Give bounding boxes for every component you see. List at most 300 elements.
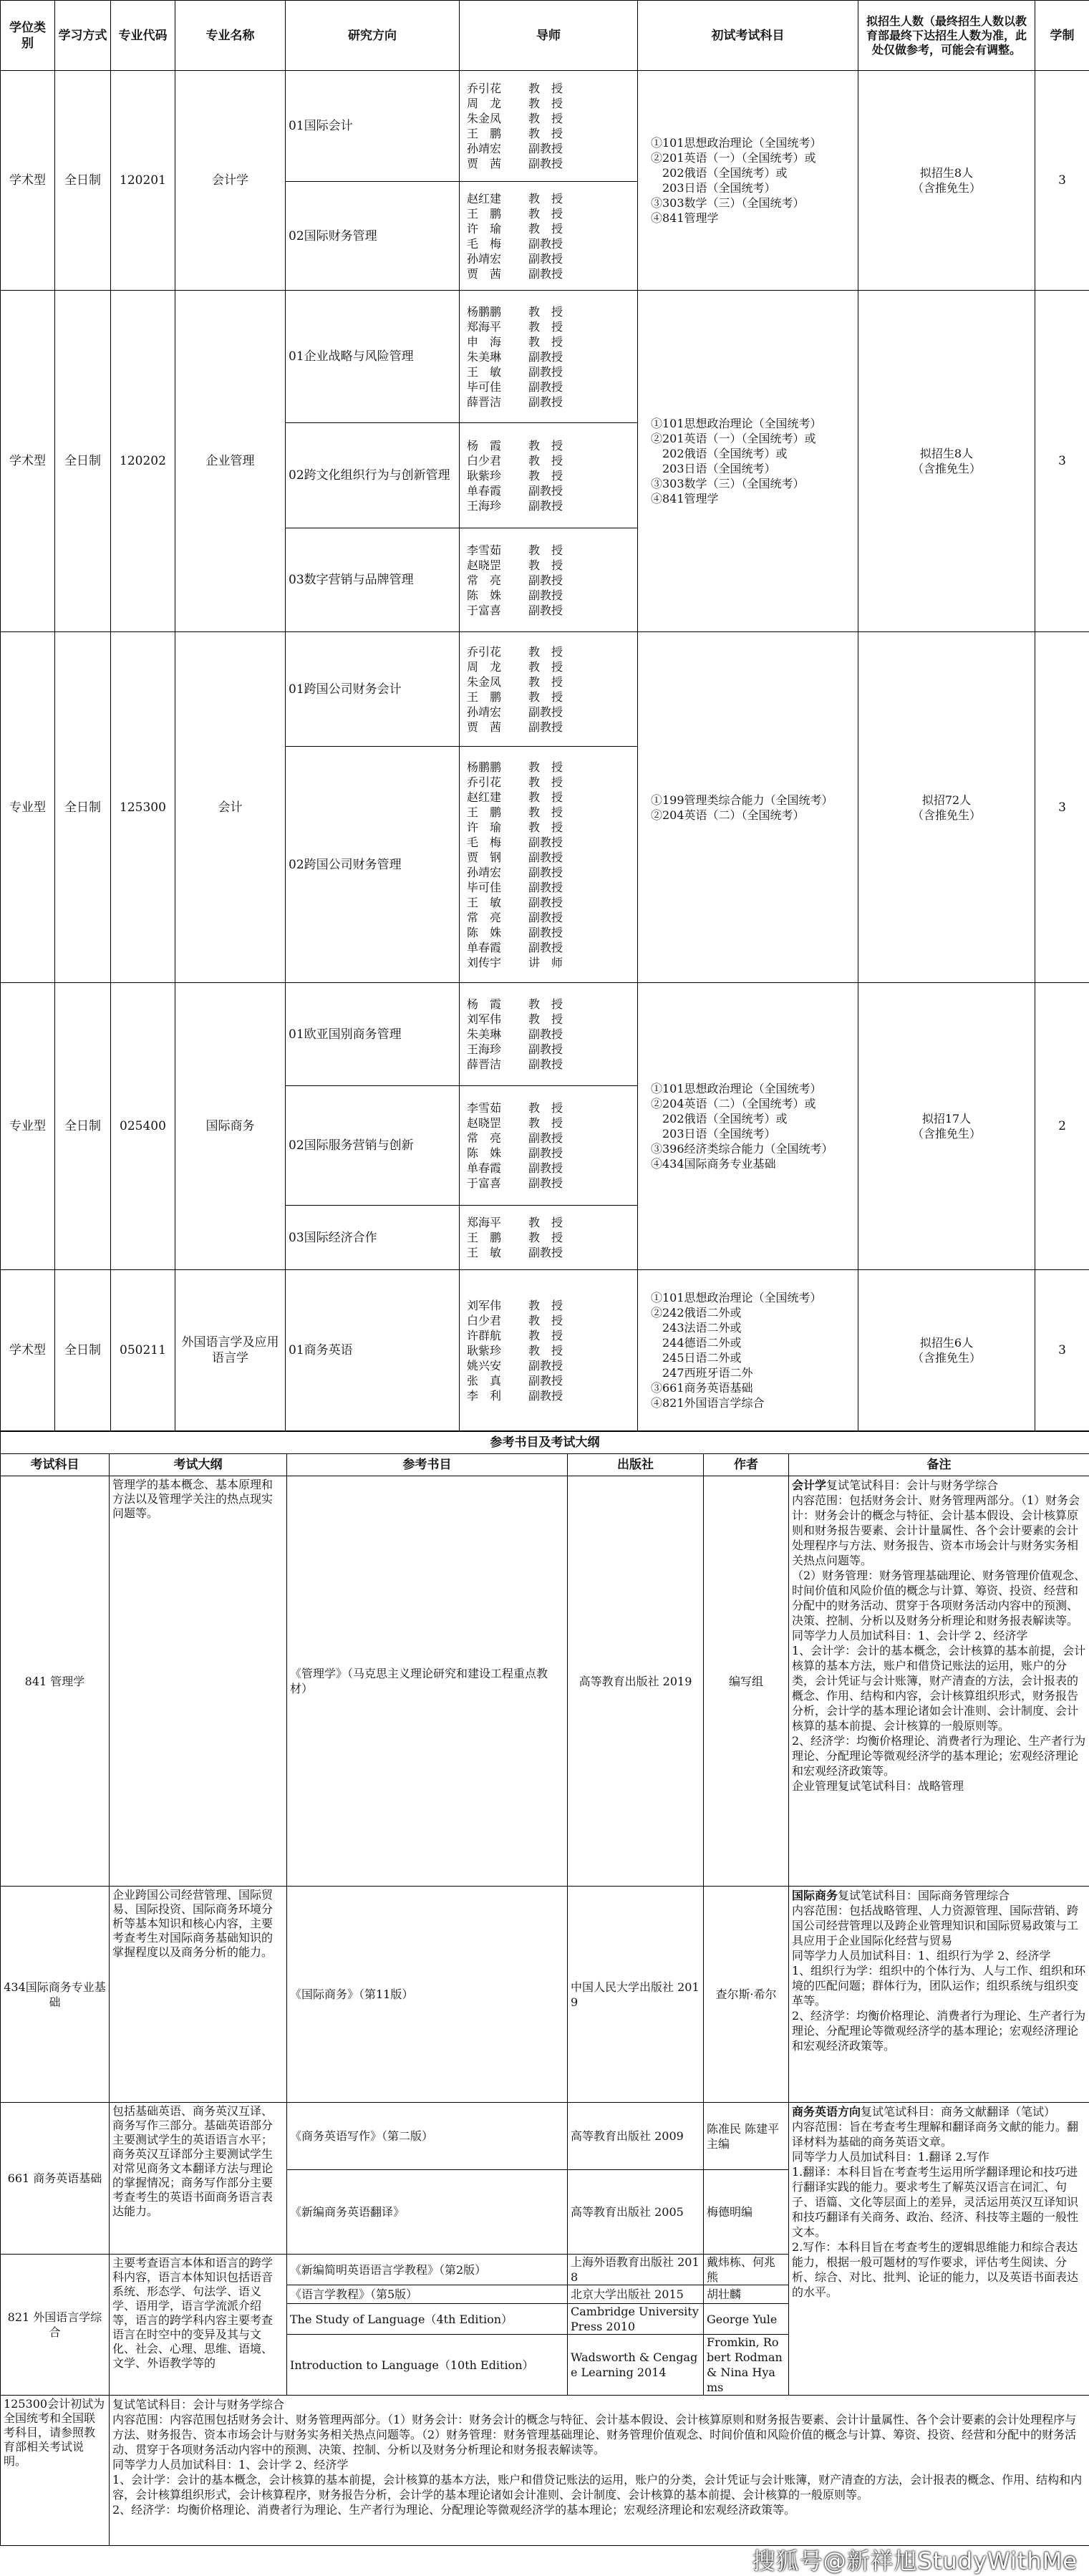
supervisor-name: 孙靖宏 bbox=[467, 251, 528, 266]
supervisor-title: 副教授 bbox=[528, 483, 563, 498]
supervisor-name: 张 真 bbox=[467, 1373, 528, 1388]
supervisor-title: 教 授 bbox=[528, 558, 563, 573]
supervisor-title: 讲 师 bbox=[528, 955, 563, 970]
supervisor-entry bbox=[467, 319, 630, 334]
supervisor-name: 周 龙 bbox=[467, 659, 528, 674]
supervisor-name: 薛晋洁 bbox=[467, 1057, 528, 1072]
supervisor-title: 教 授 bbox=[528, 790, 563, 805]
watermark: 搜狐号@新祥旭StudyWithMe bbox=[752, 2543, 1078, 2576]
supervisor-cell bbox=[460, 71, 638, 182]
supervisor-entry bbox=[467, 790, 630, 805]
supervisor-entry bbox=[467, 558, 630, 573]
supervisor-entry bbox=[467, 349, 630, 364]
exam-subject-line: 202俄语（全国统考）或 bbox=[651, 446, 855, 461]
duration-cell: 2 bbox=[1035, 983, 1089, 1270]
supervisor-entry bbox=[467, 659, 630, 674]
supervisor-name: 申 海 bbox=[467, 334, 528, 349]
supervisor-name: 李 利 bbox=[467, 1388, 528, 1403]
direction-cell: 01商务英语 bbox=[286, 1270, 460, 1431]
supervisor-entry bbox=[467, 543, 630, 558]
supervisor-title: 教 授 bbox=[528, 543, 563, 558]
supervisor-entry bbox=[467, 468, 630, 483]
exam-subject-line: ①199管理类综合能力（全国统考） bbox=[651, 793, 855, 808]
supervisor-title: 教 授 bbox=[528, 304, 563, 319]
quota-cell bbox=[858, 71, 1035, 291]
book-title-cell: 《管理学》（马克思主义理论研究和建设工程重点教材） bbox=[287, 1476, 568, 1887]
supervisor-name: 常 亮 bbox=[467, 910, 528, 925]
supervisor-title: 教 授 bbox=[528, 689, 563, 704]
supervisor-entry bbox=[467, 644, 630, 659]
supervisor-entry bbox=[467, 1115, 630, 1130]
book-subject-cell: 125300会计初试为全国统考和全国联考科目，请参照教育部相关考试说明。 bbox=[1, 2396, 110, 2546]
exam-subject-line: 202俄语（全国统考）或 bbox=[651, 1111, 855, 1126]
direction-cell: 02跨国公司财务管理 bbox=[286, 747, 460, 983]
supervisor-name: 朱金凤 bbox=[467, 674, 528, 689]
book-outline-cell: 企业跨国公司经营管理、国际贸易、国际投资、国际商务环境分析等基本知识和核心内容，主要考查考生对国际商务基础知识的掌握程度以及商务分析的能力。 bbox=[110, 1887, 287, 2103]
header-study-mode: 学习方式 bbox=[55, 1, 111, 71]
exam-subject-line: ④841管理学 bbox=[651, 491, 855, 506]
exam-subject-line: 245日语二外或 bbox=[651, 1350, 855, 1365]
supervisor-name: 刘军伟 bbox=[467, 1298, 528, 1313]
exam-subject-line: 247西班牙语二外 bbox=[651, 1365, 855, 1380]
supervisor-entry bbox=[467, 573, 630, 588]
header-quota: 拟招生人数（最终招生人数以教育部最终下达招生人数为准，此处仅做参考，可能会有调整。 bbox=[858, 1, 1035, 71]
supervisor-entry bbox=[467, 141, 630, 156]
supervisor-name: 孙靖宏 bbox=[467, 141, 528, 156]
book-outline-cell: 包括基础英语、商务英汉互译、商务写作三部分。基础英语部分主要测试学生的英语语言水平；商务英汉互译部分主要测试学生对常见商务文本翻译方法与理论的掌握情况；商务写作部分主要考查考生的英语书面商务语言表达能力。 bbox=[110, 2103, 287, 2255]
supervisor-name: 孙靖宏 bbox=[467, 704, 528, 720]
supervisor-title: 副教授 bbox=[528, 236, 563, 251]
major-code-cell: 120202 bbox=[111, 291, 175, 632]
supervisor-title: 教 授 bbox=[528, 1328, 563, 1343]
exam-subject-line: ①101思想政治理论（全国统考） bbox=[651, 1081, 855, 1096]
supervisor-name: 乔引花 bbox=[467, 775, 528, 790]
book-title-cell: The Study of Language（4th Edition） bbox=[287, 2304, 568, 2335]
books-row bbox=[1, 2103, 1089, 2170]
supervisor-entry bbox=[467, 1298, 630, 1313]
direction-cell: 01企业战略与风险管理 bbox=[286, 291, 460, 423]
book-title-cell: 《新编简明英语语言学教程》（第2版） bbox=[287, 2255, 568, 2285]
exam-subject-line: ③396经济类综合能力（全国统考） bbox=[651, 1141, 855, 1156]
book-author-cell: 编写组 bbox=[704, 1476, 789, 1887]
degree-type-cell: 学术型 bbox=[1, 291, 55, 632]
supervisor-name: 郑海平 bbox=[467, 319, 528, 334]
quota-cell bbox=[858, 1270, 1035, 1431]
supervisor-name: 王 鹏 bbox=[467, 805, 528, 820]
book-subject-cell: 661 商务英语基础 bbox=[1, 2103, 110, 2255]
supervisor-name: 贾 钢 bbox=[467, 850, 528, 865]
supervisor-cell bbox=[460, 1270, 638, 1431]
book-outline-cell: 主要考查语言本体和语言的跨学科内容，语言本体知识包括语音系统、形态学、句法学、语义学、语用学，语言学流派介绍等，语言的跨学科内容主要考查语言在时空中的变异及其与文化、社会、心理、思维、语境、文学、外语教学等的 bbox=[110, 2255, 287, 2396]
supervisor-name: 王 敏 bbox=[467, 1245, 528, 1260]
supervisor-title: 教 授 bbox=[528, 468, 563, 483]
supervisor-entry bbox=[467, 760, 630, 775]
supervisor-title: 副教授 bbox=[528, 720, 563, 735]
supervisor-title: 教 授 bbox=[528, 1115, 563, 1130]
quota-line: （含推免生） bbox=[861, 1350, 1032, 1365]
book-title-cell: Introduction to Language（10th Edition） bbox=[287, 2335, 568, 2396]
supervisor-entry bbox=[467, 1146, 630, 1161]
supervisor-title: 副教授 bbox=[528, 925, 563, 940]
supervisor-entry bbox=[467, 1230, 630, 1245]
direction-cell: 02国际财务管理 bbox=[286, 182, 460, 291]
supervisor-title: 副教授 bbox=[528, 940, 563, 955]
study-mode-cell: 全日制 bbox=[55, 983, 111, 1270]
notes-cell bbox=[789, 2103, 1089, 2396]
supervisor-entry bbox=[467, 689, 630, 704]
book-notes-wide-cell: 复试笔试科目：会计与财务学综合 内容范围：内容范围包括财务会计、财务管理两部分。（1）财务会计：财务会计的概念与特征、会计基本假设、会计核算原则和财务报告要素、会计计量属性、各个会计要素的会计处理程序与方法、财务报告、资本市场会计与财务实务相关热点问题等。（2）财务管理：财务管理基础理论、财务管理价值观念、时间价值和风险价值的概念与计算、筹资、投资、经营和分配中的财务活动、贯穿于各项财务活动内容中的预测、决策、控制、分析以及财务分析理论和财务报表解读等。 同等学力人员加试科目：1、会计学 2、经济学 1、会计学：会计的基本概念，会计核算的基本前提，会计核算的基本方法，账户和借贷记账法的运用，账户的分类，会计凭证与会计账簿，财产清查的方法，会计报表的概念、作用、结构和内容，会计核算组织形式，会计核算程序，财务报告分析，会计学的基本理论诸如会计准则、会计制度、会计核算的基本前提、会计核算的一般原则等。 2、经济学：均衡价格理论、消费者行为理论、生产者行为理论、分配理论等微观经济学的基本理论；宏观经济理论和宏观经济政策等。 bbox=[110, 2396, 1089, 2546]
supervisor-title: 副教授 bbox=[528, 141, 563, 156]
study-mode-cell: 全日制 bbox=[55, 71, 111, 291]
exam-subjects-cell bbox=[638, 291, 858, 632]
books-header-book: 参考书目 bbox=[287, 1454, 568, 1476]
direction-cell: 02跨文化组织行为与创新管理 bbox=[286, 423, 460, 528]
books-row bbox=[1, 2396, 1089, 2546]
book-subject-cell: 434国际商务专业基础 bbox=[1, 1887, 110, 2103]
supervisor-title: 教 授 bbox=[528, 453, 563, 468]
quota-line: （含推免生） bbox=[861, 180, 1032, 195]
supervisor-name: 王 敏 bbox=[467, 895, 528, 910]
supervisor-title: 副教授 bbox=[528, 880, 563, 895]
exam-subject-line: ①101思想政治理论（全国统考） bbox=[651, 416, 855, 431]
supervisor-entry bbox=[467, 251, 630, 266]
supervisor-name: 毛 梅 bbox=[467, 236, 528, 251]
supervisor-title: 副教授 bbox=[528, 1146, 563, 1161]
book-outline-cell: 管理学的基本概念、基本原理和方法以及管理学关注的热点现实问题等。 bbox=[110, 1476, 287, 1887]
quota-line: 拟招生8人 bbox=[861, 165, 1032, 180]
supervisor-entry bbox=[467, 850, 630, 865]
book-author-cell: 胡壮麟 bbox=[704, 2285, 789, 2304]
supervisor-entry bbox=[467, 1176, 630, 1191]
table-header-row bbox=[1, 1, 1089, 71]
duration-cell: 3 bbox=[1035, 1270, 1089, 1431]
supervisor-name: 李雪茹 bbox=[467, 543, 528, 558]
supervisor-name: 毕可佳 bbox=[467, 880, 528, 895]
supervisor-entry bbox=[467, 1027, 630, 1042]
supervisor-name: 薛晋洁 bbox=[467, 394, 528, 410]
supervisor-name: 王 鹏 bbox=[467, 126, 528, 141]
exam-subject-line: 203日语（全国统考） bbox=[651, 180, 855, 195]
supervisor-title: 教 授 bbox=[528, 1100, 563, 1115]
supervisor-entry bbox=[467, 805, 630, 820]
exam-subject-line: ②201英语（一）（全国统考）或 bbox=[651, 431, 855, 446]
note-title: 国际商务 bbox=[792, 1889, 838, 1902]
book-author-cell: 查尔斯·希尔 bbox=[704, 1887, 789, 2103]
supervisor-title: 副教授 bbox=[528, 266, 563, 281]
supervisor-entry bbox=[467, 775, 630, 790]
quota-line: 拟招生8人 bbox=[861, 446, 1032, 461]
supervisor-name: 许 瑜 bbox=[467, 820, 528, 835]
book-title-cell: 《商务英语写作》（第二版） bbox=[287, 2103, 568, 2170]
supervisor-cell bbox=[460, 528, 638, 632]
supervisor-title: 副教授 bbox=[528, 1176, 563, 1191]
quota-cell bbox=[858, 983, 1035, 1270]
exam-subject-line: ④434国际商务专业基础 bbox=[651, 1156, 855, 1171]
duration-cell: 3 bbox=[1035, 71, 1089, 291]
supervisor-title: 教 授 bbox=[528, 820, 563, 835]
supervisor-entry bbox=[467, 880, 630, 895]
supervisor-title: 教 授 bbox=[528, 191, 563, 206]
duration-cell: 3 bbox=[1035, 632, 1089, 983]
supervisor-entry bbox=[467, 96, 630, 111]
header-major-name: 专业名称 bbox=[175, 1, 286, 71]
note-title: 商务英语方向 bbox=[792, 2105, 861, 2119]
supervisor-entry bbox=[467, 156, 630, 171]
book-author-cell: 梅德明编 bbox=[704, 2170, 789, 2255]
exam-subject-line: ②242俄语二外或 bbox=[651, 1305, 855, 1320]
note-text: 复试笔试科目：会计与财务学综合 内容范围：包括财务会计、财务管理两部分。（1）财务会计：财务会计的概念与特征、会计基本假设、会计核算原则和财务报告要素、会计计量属性、各个会计要素的会计处理程序与方法、财务报告、资本市场会计与财务实务相关热点问题等。 （2）财务管理：财务管理基础理论、财务管理价值观念、时间价值和风险价值的概念与计算、筹资、投资、经营和分配中的财务活动、贯穿于各项财务活动内容中的预测、决策、控制、分析以及财务分析理论和财务报表解读等。 同等学力人员加试科目：1、会计学 2、经济学 1、会计学：会计的基本概念，会计核算的基本前提，会计核算的基本方法，账户和借贷记账法的运用，账户的分类，会计凭证与会计账簿，财产清查的方法，会计报表的概念、作用、结构和内容，会计核算组织形式，财务报告分析，会计学的基本理论诸如会计准则、会计制度、会计核算的基本前提、会计核算的一般原则等。 2、经济学：均衡价格理论、消费者行为理论、生产者行为理论、分配理论等微观经济学的基本理论；宏观经济理论和宏观经济政策等。 企业管理复试笔试科目：战略管理 bbox=[792, 1478, 1085, 1793]
note-title: 会计学 bbox=[792, 1478, 826, 1492]
supervisor-entry bbox=[467, 720, 630, 735]
supervisor-name: 王 鹏 bbox=[467, 1230, 528, 1245]
program-row bbox=[1, 71, 1089, 182]
major-name-cell: 会计学 bbox=[175, 71, 286, 291]
supervisor-entry bbox=[467, 206, 630, 221]
supervisor-name: 单春霞 bbox=[467, 483, 528, 498]
book-subject-cell: 821 外国语言学综合 bbox=[1, 2255, 110, 2396]
supervisor-entry bbox=[467, 895, 630, 910]
supervisor-entry bbox=[467, 334, 630, 349]
quota-line: （含推免生） bbox=[861, 1126, 1032, 1141]
supervisor-entry bbox=[467, 1313, 630, 1328]
quota-cell bbox=[858, 291, 1035, 632]
supervisor-name: 郑海平 bbox=[467, 1215, 528, 1230]
supervisor-name: 杨鹏鹏 bbox=[467, 304, 528, 319]
exam-subject-line: ②201英语（一）（全国统考）或 bbox=[651, 150, 855, 165]
supervisor-name: 姚兴安 bbox=[467, 1358, 528, 1373]
major-name-cell: 企业管理 bbox=[175, 291, 286, 632]
supervisor-name: 周 龙 bbox=[467, 96, 528, 111]
supervisor-entry bbox=[467, 997, 630, 1012]
supervisor-name: 乔引花 bbox=[467, 644, 528, 659]
degree-type-cell: 学术型 bbox=[1, 1270, 55, 1431]
supervisor-name: 陈 姝 bbox=[467, 1146, 528, 1161]
supervisor-title: 教 授 bbox=[528, 126, 563, 141]
exam-subject-line: 203日语（全国统考） bbox=[651, 461, 855, 476]
supervisor-name: 朱金凤 bbox=[467, 111, 528, 126]
book-author-cell: George Yule bbox=[704, 2304, 789, 2335]
supervisor-entry bbox=[467, 835, 630, 850]
supervisor-name: 刘传宇 bbox=[467, 955, 528, 970]
supervisor-name: 杨 霞 bbox=[467, 997, 528, 1012]
quota-line: （含推免生） bbox=[861, 808, 1032, 823]
reference-books-table bbox=[0, 1431, 1089, 2546]
direction-cell: 03数字营销与品牌管理 bbox=[286, 528, 460, 632]
supervisor-name: 贾 茜 bbox=[467, 266, 528, 281]
supervisor-title: 教 授 bbox=[528, 1012, 563, 1027]
supervisor-name: 耿紫珍 bbox=[467, 1343, 528, 1358]
supervisor-entry bbox=[467, 955, 630, 970]
supervisor-title: 教 授 bbox=[528, 644, 563, 659]
supervisor-name: 贾 茜 bbox=[467, 156, 528, 171]
exam-subject-line: ④821外国语言学综合 bbox=[651, 1395, 855, 1410]
book-publisher-cell: 高等教育出版社 2019 bbox=[568, 1476, 704, 1887]
supervisor-title: 副教授 bbox=[528, 1161, 563, 1176]
supervisor-entry bbox=[467, 603, 630, 618]
book-author-cell: 陈准民 陈建平 主编 bbox=[704, 2103, 789, 2170]
supervisor-title: 教 授 bbox=[528, 96, 563, 111]
supervisor-entry bbox=[467, 364, 630, 379]
supervisor-entry bbox=[467, 1245, 630, 1260]
exam-subject-line: ③303数学（三）（全国统考） bbox=[651, 195, 855, 210]
supervisor-cell bbox=[460, 632, 638, 747]
book-publisher-cell: 高等教育出版社 2005 bbox=[568, 2170, 704, 2255]
exam-subject-line: ②204英语（二）（全国统考） bbox=[651, 808, 855, 823]
books-header-outline: 考试大纲 bbox=[110, 1454, 287, 1476]
book-publisher-cell: 上海外语教育出版社 2018 bbox=[568, 2255, 704, 2285]
supervisor-name: 赵晓罡 bbox=[467, 558, 528, 573]
supervisor-entry bbox=[467, 236, 630, 251]
supervisor-title: 副教授 bbox=[528, 588, 563, 603]
supervisor-name: 常 亮 bbox=[467, 573, 528, 588]
supervisor-name: 王 敏 bbox=[467, 364, 528, 379]
exam-subject-line: ④841管理学 bbox=[651, 210, 855, 226]
supervisor-entry bbox=[467, 111, 630, 126]
books-row bbox=[1, 1887, 1089, 2103]
supervisor-name: 白少君 bbox=[467, 453, 528, 468]
supervisor-entry bbox=[467, 221, 630, 236]
study-mode-cell: 全日制 bbox=[55, 632, 111, 983]
supervisor-name: 于富喜 bbox=[467, 1176, 528, 1191]
supervisor-entry bbox=[467, 925, 630, 940]
supervisor-name: 王海珍 bbox=[467, 1042, 528, 1057]
books-header-notes: 备注 bbox=[789, 1454, 1089, 1476]
direction-cell: 01跨国公司财务会计 bbox=[286, 632, 460, 747]
notes-cell bbox=[789, 1476, 1089, 1887]
supervisor-name: 单春霞 bbox=[467, 940, 528, 955]
note-text: 复试笔试科目：商务文献翻译（笔试） 内容范围：旨在考查考生理解和翻译商务文献的能力。翻译材料为基础的商务英语文章。 同等学力人员加试科目：1.翻译 2.写作 1.翻译：本科目旨在考查考生运用所学翻译理论和技巧进行翻译实践的能力。要求考生了解英汉语言在词汇、句子、语篇、文化等层面上的差异，灵活运用英汉互译知识和技巧翻译有关商务、政治、经济、科技等主题的一般性文本。 2.写作：本科目旨在考查考生的逻辑思维能力和综合表达能力，根据一般可题材的写作要求，评估考生阅读、分析、综合、对比、批判、论证的能力，以及英语书面表达的水平。 bbox=[792, 2105, 1078, 2299]
supervisor-entry bbox=[467, 1057, 630, 1072]
header-degree-type: 学位类别 bbox=[1, 1, 55, 71]
supervisor-title: 副教授 bbox=[528, 1042, 563, 1057]
supervisor-entry bbox=[467, 453, 630, 468]
supervisor-title: 副教授 bbox=[528, 865, 563, 880]
supervisor-title: 副教授 bbox=[528, 1057, 563, 1072]
header-direction: 研究方向 bbox=[286, 1, 460, 71]
supervisor-name: 许群航 bbox=[467, 1328, 528, 1343]
supervisor-cell bbox=[460, 182, 638, 291]
supervisor-title: 副教授 bbox=[528, 1130, 563, 1146]
book-publisher-cell: 高等教育出版社 2009 bbox=[568, 2103, 704, 2170]
header-duration: 学制 bbox=[1035, 1, 1089, 71]
duration-cell: 3 bbox=[1035, 291, 1089, 632]
supervisor-entry bbox=[467, 266, 630, 281]
supervisor-name: 毕可佳 bbox=[467, 379, 528, 394]
exam-subject-line: ①101思想政治理论（全国统考） bbox=[651, 1290, 855, 1305]
supervisor-title: 教 授 bbox=[528, 111, 563, 126]
exam-subject-line: ③661商务英语基础 bbox=[651, 1380, 855, 1395]
supervisor-entry bbox=[467, 1328, 630, 1343]
supervisor-title: 教 授 bbox=[528, 674, 563, 689]
books-header-subject: 考试科目 bbox=[1, 1454, 110, 1476]
supervisor-cell bbox=[460, 983, 638, 1086]
supervisor-entry bbox=[467, 820, 630, 835]
exam-subject-line: ③303数学（三）（全国统考） bbox=[651, 476, 855, 491]
supervisor-entry bbox=[467, 1130, 630, 1146]
direction-cell: 01国际会计 bbox=[286, 71, 460, 182]
supervisor-name: 杨鹏鹏 bbox=[467, 760, 528, 775]
supervisor-name: 耿紫珍 bbox=[467, 468, 528, 483]
supervisor-title: 教 授 bbox=[528, 775, 563, 790]
books-header-author: 作者 bbox=[704, 1454, 789, 1476]
degree-type-cell: 专业型 bbox=[1, 632, 55, 983]
supervisor-name: 单春霞 bbox=[467, 1161, 528, 1176]
degree-type-cell: 专业型 bbox=[1, 983, 55, 1270]
supervisor-entry bbox=[467, 394, 630, 410]
exam-subjects-cell bbox=[638, 1270, 858, 1431]
book-title-cell: 《新编商务英语翻译》 bbox=[287, 2170, 568, 2255]
exam-subject-line: 203日语（全国统考） bbox=[651, 1126, 855, 1141]
supervisor-entry bbox=[467, 304, 630, 319]
header-exam-subjects: 初试考试科目 bbox=[638, 1, 858, 71]
books-header-row bbox=[1, 1454, 1089, 1476]
supervisor-name: 王 鹏 bbox=[467, 206, 528, 221]
supervisor-title: 教 授 bbox=[528, 1215, 563, 1230]
supervisor-entry bbox=[467, 940, 630, 955]
supervisor-name: 孙靖宏 bbox=[467, 865, 528, 880]
supervisor-name: 贾 茜 bbox=[467, 720, 528, 735]
supervisor-name: 于富喜 bbox=[467, 603, 528, 618]
supervisor-title: 教 授 bbox=[528, 1343, 563, 1358]
supervisor-title: 教 授 bbox=[528, 760, 563, 775]
supervisor-title: 教 授 bbox=[528, 81, 563, 96]
supervisor-title: 副教授 bbox=[528, 704, 563, 720]
book-title-cell: 《语言学教程》（第5版） bbox=[287, 2285, 568, 2304]
header-supervisor: 导师 bbox=[460, 1, 638, 71]
exam-subject-line: ①101思想政治理论（全国统考） bbox=[651, 135, 855, 150]
supervisor-title: 副教授 bbox=[528, 1358, 563, 1373]
major-code-cell: 125300 bbox=[111, 632, 175, 983]
supervisor-entry bbox=[467, 1373, 630, 1388]
supervisor-title: 教 授 bbox=[528, 997, 563, 1012]
supervisor-name: 王海珍 bbox=[467, 498, 528, 513]
supervisor-cell bbox=[460, 423, 638, 528]
supervisor-title: 教 授 bbox=[528, 1230, 563, 1245]
books-row bbox=[1, 1476, 1089, 1887]
book-publisher-cell: Cambridge University Press 2010 bbox=[568, 2304, 704, 2335]
supervisor-title: 教 授 bbox=[528, 221, 563, 236]
supervisor-entry bbox=[467, 588, 630, 603]
books-section-title: 参考书目及考试大纲 bbox=[1, 1432, 1089, 1454]
supervisor-name: 赵晓罡 bbox=[467, 1115, 528, 1130]
supervisor-title: 副教授 bbox=[528, 1245, 563, 1260]
supervisor-title: 教 授 bbox=[528, 206, 563, 221]
supervisor-title: 副教授 bbox=[528, 1388, 563, 1403]
supervisor-name: 李雪茹 bbox=[467, 1100, 528, 1115]
program-row bbox=[1, 632, 1089, 747]
supervisor-title: 教 授 bbox=[528, 334, 563, 349]
supervisor-title: 教 授 bbox=[528, 1313, 563, 1328]
supervisor-name: 毛 梅 bbox=[467, 835, 528, 850]
books-header-publisher: 出版社 bbox=[568, 1454, 704, 1476]
supervisor-entry bbox=[467, 1343, 630, 1358]
supervisor-title: 副教授 bbox=[528, 379, 563, 394]
supervisor-name: 王 鹏 bbox=[467, 689, 528, 704]
supervisor-title: 副教授 bbox=[528, 349, 563, 364]
supervisor-title: 副教授 bbox=[528, 394, 563, 410]
supervisor-name: 白少君 bbox=[467, 1313, 528, 1328]
supervisor-entry bbox=[467, 1012, 630, 1027]
exam-subject-line: ②204英语（二）（全国统考）或 bbox=[651, 1096, 855, 1111]
exam-subject-line: 243法语二外或 bbox=[651, 1320, 855, 1335]
supervisor-entry bbox=[467, 910, 630, 925]
quota-line: （含推免生） bbox=[861, 461, 1032, 476]
direction-cell: 02国际服务营销与创新 bbox=[286, 1086, 460, 1206]
exam-subjects-cell bbox=[638, 983, 858, 1270]
supervisor-entry bbox=[467, 126, 630, 141]
supervisor-title: 教 授 bbox=[528, 1298, 563, 1313]
book-author-cell: Fromkin, Robert Rodman & Nina Hyams bbox=[704, 2335, 789, 2396]
